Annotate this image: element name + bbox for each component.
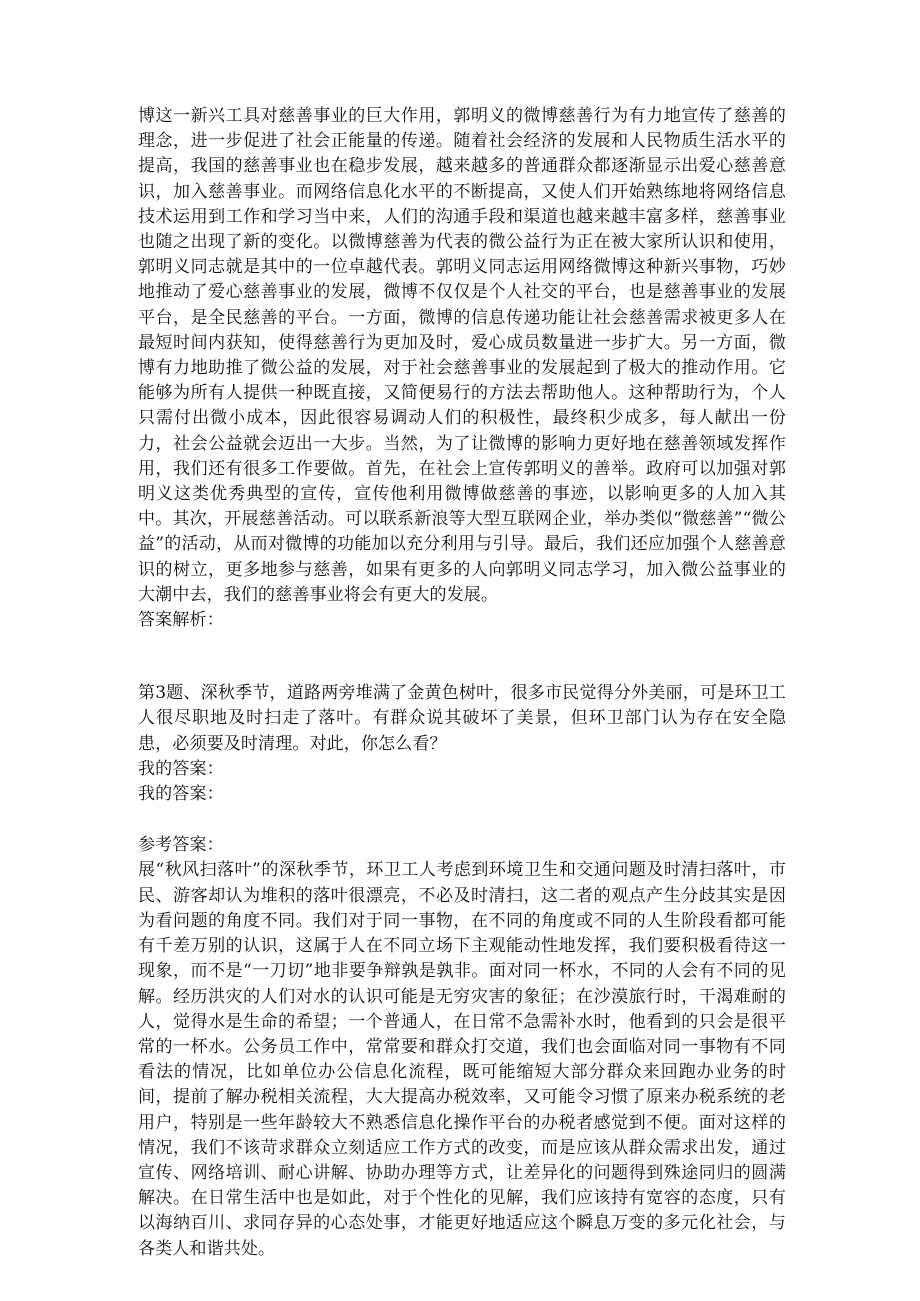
essay-continuation: 博这一新兴工具对慈善事业的巨大作用，郭明义的微博慈善行为有力地宣传了慈善的理念，进一步促进了社会正能量的传递。随着社会经济的发展和人民物质生活水平的提高，我国的慈善事业也在稳步发展，越来越多的普通群众都逐渐显示出爱心慈善意识，加入慈善事业。而网络信息化水平的不断提高，又使人们开始熟练地将网络信息技术运用到工作和学习当中来，人们的沟通手段和渠道也越来越丰富多样，慈善事业也随之出现了新的变化。以微博慈善为代表的微公益行为正在被大家所认识和使用，郭明义同志就是其中的一位卓越代表。郭明义同志运用网络微博这种新兴事物，巧妙地推动了爱心慈善事业的发展，微博不仅仅是个人社交的平台，也是慈善事业的发展平台，是全民慈善的平台。一方面，微博的信息传递功能让社会慈善需求被更多人在最短时间内获知，使得慈善行为更加及时，爱心成员数量进一步扩大。另一方面，微博有力地助推了微公益的发展，对于社会慈善事业的发展起到了极大的推动作用。它能够为所有人提供一种既直接，又简便易行的方法去帮助他人。这种帮助行为，个人只需付出微小成本，因此很容易调动人们的积极性，最终积少成多，每人献出一份力，社会公益就会迈出一大步。当然，为了让微博的影响力更好地在慈善领域发挥作用，我们还有很多工作要做。首先，在社会上宣传郭明义的善举。政府可以加强对郭明义这类优秀典型的宣传，宣传他利用微博做慈善的事迹，以影响更多的人加入其中。其次，开展慈善活动。可以联系新浪等大型互联网企业，举办类似“微慈善”“微公益”的活动，从而对微博的功能加以充分利用与引导。最后，我们还应加强个人慈善意识的树立，更多地参与慈善，如果有更多的人向郭明义同志学习，加入微公益事业的大潮中去，我们的慈善事业将会有更大的发展。 xyxy=(138,106,786,605)
reference-answer-label: 参考答案： xyxy=(138,835,224,856)
spacer xyxy=(138,807,786,833)
question-3-text: 第3题、深秋季节，道路两旁堆满了金黄色树叶，很多市民觉得分外美丽，可是环卫工人很尽职地及时扫走了落叶。有群众说其破坏了美景，但环卫部门认为存在安全隐患，必须要及时清理。对此，你怎么看？ xyxy=(138,683,786,754)
answer-analysis-label: 答案解析： xyxy=(138,610,224,631)
my-answer-label-repeat: 我的答案： xyxy=(138,784,224,805)
reference-answer-text: 展“秋风扫落叶”的深秋季节，环卫工人考虑到环境卫生和交通问题及时清扫落叶，市民、游客却认为堆积的落叶很漂亮，不必及时清扫，这二者的观点产生分歧其实是因为看问题的角度不同。我们对于同一事物，在不同的角度或不同的人生阶段看都可能有千差万别的认识，这属于人在不同立场下主观能动性地发挥，我们要积极看待这一现象，而不是“一刀切”地非要争辩孰是孰非。面对同一杯水，不同的人会有不同的见解。经历洪灾的人们对水的认识可能是无穷灾害的象征；在沙漠旅行时，干渴难耐的人，觉得水是生命的希望；一个普通人，在日常不急需补水时，他看到的只会是很平常的一杯水。公务员工作中，常常要和群众打交道，我们也会面临对同一事物有不同看法的情况，比如单位办公信息化流程，既可能缩短大部分群众来回跑办业务的时间，提前了解办税相关流程，大大提高办税效率，又可能令习惯了原来办税系统的老用户，特别是一些年龄较大不熟悉信息化操作平台的办税者感觉到不便。面对这样的情况，我们不该苛求群众立刻适应工作方式的改变，而是应该从群众需求出发，通过宣传、网络培训、耐心讲解、协助办理等方式，让差异化的问题得到殊途同归的圆满解决。在日常生活中也是如此，对于个性化的见解，我们应该持有宽容的态度，只有以海纳百川、求同存异的心态处事，才能更好地适应这个瞬息万变的多元化社会，与各类人和谐共处。 xyxy=(138,860,786,1259)
my-answer-label: 我的答案： xyxy=(138,758,224,779)
spacer xyxy=(138,633,786,681)
document-page xyxy=(138,104,786,1262)
